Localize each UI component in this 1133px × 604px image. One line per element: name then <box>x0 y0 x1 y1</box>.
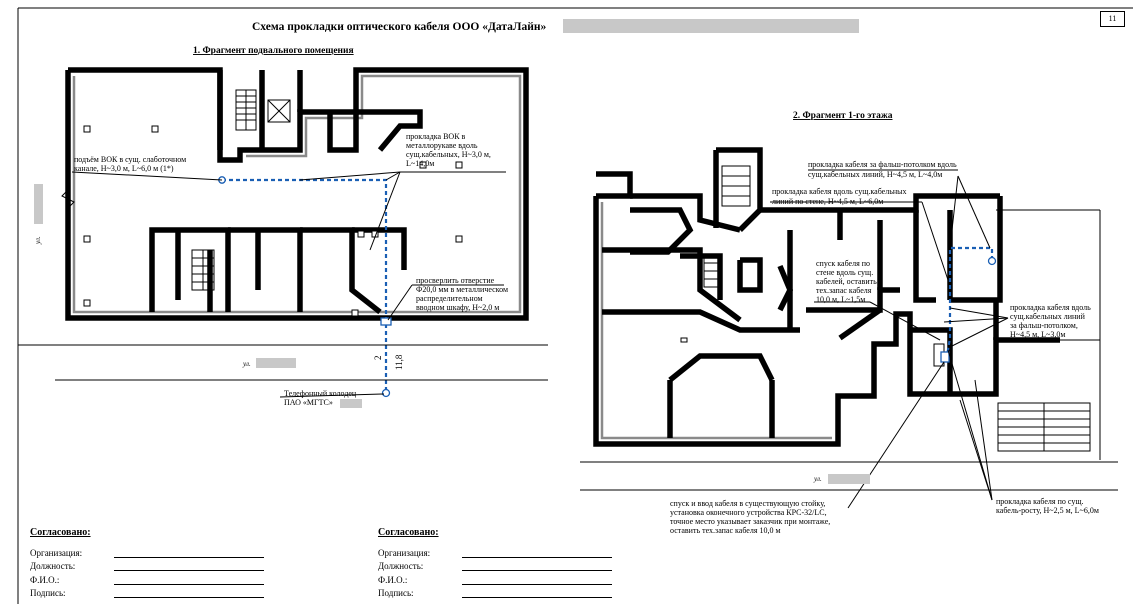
organization-label: Организация: <box>30 548 83 558</box>
note-right-line3: за фальш-потолком, <box>1010 321 1078 330</box>
floor1-leader-lines <box>770 170 1008 508</box>
position-row <box>30 561 270 574</box>
note-wall-line2: линий по стене, H~4,5 м, L~6,0м <box>772 197 884 206</box>
note-entry-line3: точное место указывает заказчик при монтаже, <box>670 517 831 526</box>
document-title: Схема прокладки оптического кабеля ООО «ДатаЛайн» <box>252 21 547 33</box>
organization-row <box>378 548 618 561</box>
street-label-bottom: ул. <box>243 360 251 368</box>
floor1-cable-route <box>941 248 996 362</box>
redacted-street-left <box>34 184 43 224</box>
note-riser-line2: кабель-росту, H~2,5 м, L~6,0м <box>996 506 1099 515</box>
signature-line <box>462 597 612 598</box>
note-well-line2: ПАО «МГТС» <box>284 398 333 407</box>
note-drill-line3: распределительном <box>416 294 483 303</box>
redacted-well-number <box>340 399 362 408</box>
note-tray-line3: сущ.кабельных, H~3,0 м, <box>406 150 491 159</box>
basement-heading: 1. Фрагмент подвального помещения <box>193 46 354 56</box>
note-right-line1: прокладка кабеля вдоль <box>1010 303 1091 312</box>
name-label: Ф.И.О.: <box>378 574 408 585</box>
note-drill-line1: просверлить отверстие <box>416 276 495 285</box>
street-label-left: ул. <box>34 236 42 244</box>
name-row <box>30 575 270 588</box>
name-line <box>462 584 612 585</box>
note-tray-line2: металлорукаве вдоль <box>406 141 478 150</box>
page-number: 11 <box>1100 11 1125 27</box>
cable-count: 2 <box>373 355 383 360</box>
organization-line <box>462 557 612 558</box>
note-tray-line4: L~14,0м <box>406 159 435 168</box>
note-entry-line4: оставить тех.запас кабеля 10,0 м <box>670 526 781 535</box>
note-down-line3: кабелей, оставить <box>816 277 877 286</box>
note-right-line4: H~4,5 м, L~3,0м <box>1010 330 1066 339</box>
position-line <box>114 570 264 571</box>
note-well-line1: Телефонный колодец <box>284 389 357 398</box>
signature-label: Подпись: <box>378 587 414 598</box>
signature-label: Подпись: <box>30 587 66 598</box>
floor1-street <box>580 462 1118 490</box>
signature-row <box>30 588 270 601</box>
note-down-line4: тех.запас кабеля <box>816 286 872 295</box>
note-entry-line1: спуск и ввод кабеля в существующую стойку, <box>670 499 826 508</box>
position-row <box>378 561 618 574</box>
floor1-street-label: ул. <box>814 475 822 483</box>
approval-header: Согласовано: <box>30 527 91 538</box>
name-label: Ф.И.О.: <box>30 574 60 585</box>
redacted-street-bottom <box>256 358 296 368</box>
note-right-line2: сущ.кабельных линий <box>1010 312 1085 321</box>
organization-label: Организация: <box>378 548 431 558</box>
note-riser-line1: прокладка кабеля по сущ. <box>996 497 1084 506</box>
approval-block-left <box>30 527 270 601</box>
note-entry-line2: установка оконечного устройства КРС-32/LC, <box>670 508 827 517</box>
signature-row <box>378 588 618 601</box>
note-down-line5: 10,0 м, L~1,5м <box>816 295 866 304</box>
organization-line <box>114 557 264 558</box>
name-line <box>114 584 264 585</box>
note-rise-line1: подъём ВОК в сущ. слаботочном <box>74 155 187 164</box>
redacted-title-part <box>563 19 859 33</box>
note-drill-line2: Ф20,0 мм в металлическом <box>416 285 509 294</box>
floor1-heading: 2. Фрагмент 1-го этажа <box>793 111 893 121</box>
cable-length: 11,8 <box>394 354 404 370</box>
note-ceiling-line2: сущ.кабельных линий, H~4,5 м, L~4,0м <box>808 170 943 179</box>
note-down-line2: стене вдоль сущ. <box>816 268 874 277</box>
redacted-floor1-street <box>828 474 870 484</box>
note-ceiling-line1: прокладка кабеля за фальш-потолком вдоль <box>808 160 957 169</box>
name-row <box>378 575 618 588</box>
approval-header: Согласовано: <box>378 527 439 538</box>
note-down-line1: спуск кабеля по <box>816 259 871 268</box>
organization-row <box>30 548 270 561</box>
note-wall-line1: прокладка кабеля вдоль сущ.кабельных <box>772 187 907 196</box>
approval-block-right <box>378 527 618 601</box>
position-label: Должность: <box>30 561 76 572</box>
note-tray-line1: прокладка ВОК в <box>406 132 466 141</box>
signature-line <box>114 597 264 598</box>
position-line <box>462 570 612 571</box>
floor1-notes <box>670 160 1099 535</box>
position-label: Должность: <box>378 561 424 572</box>
note-drill-line4: вводном шкафу, H~2,0 м <box>416 303 500 312</box>
note-rise-line2: канале, H~3,0 м, L~6,0 м (1*) <box>74 164 174 173</box>
